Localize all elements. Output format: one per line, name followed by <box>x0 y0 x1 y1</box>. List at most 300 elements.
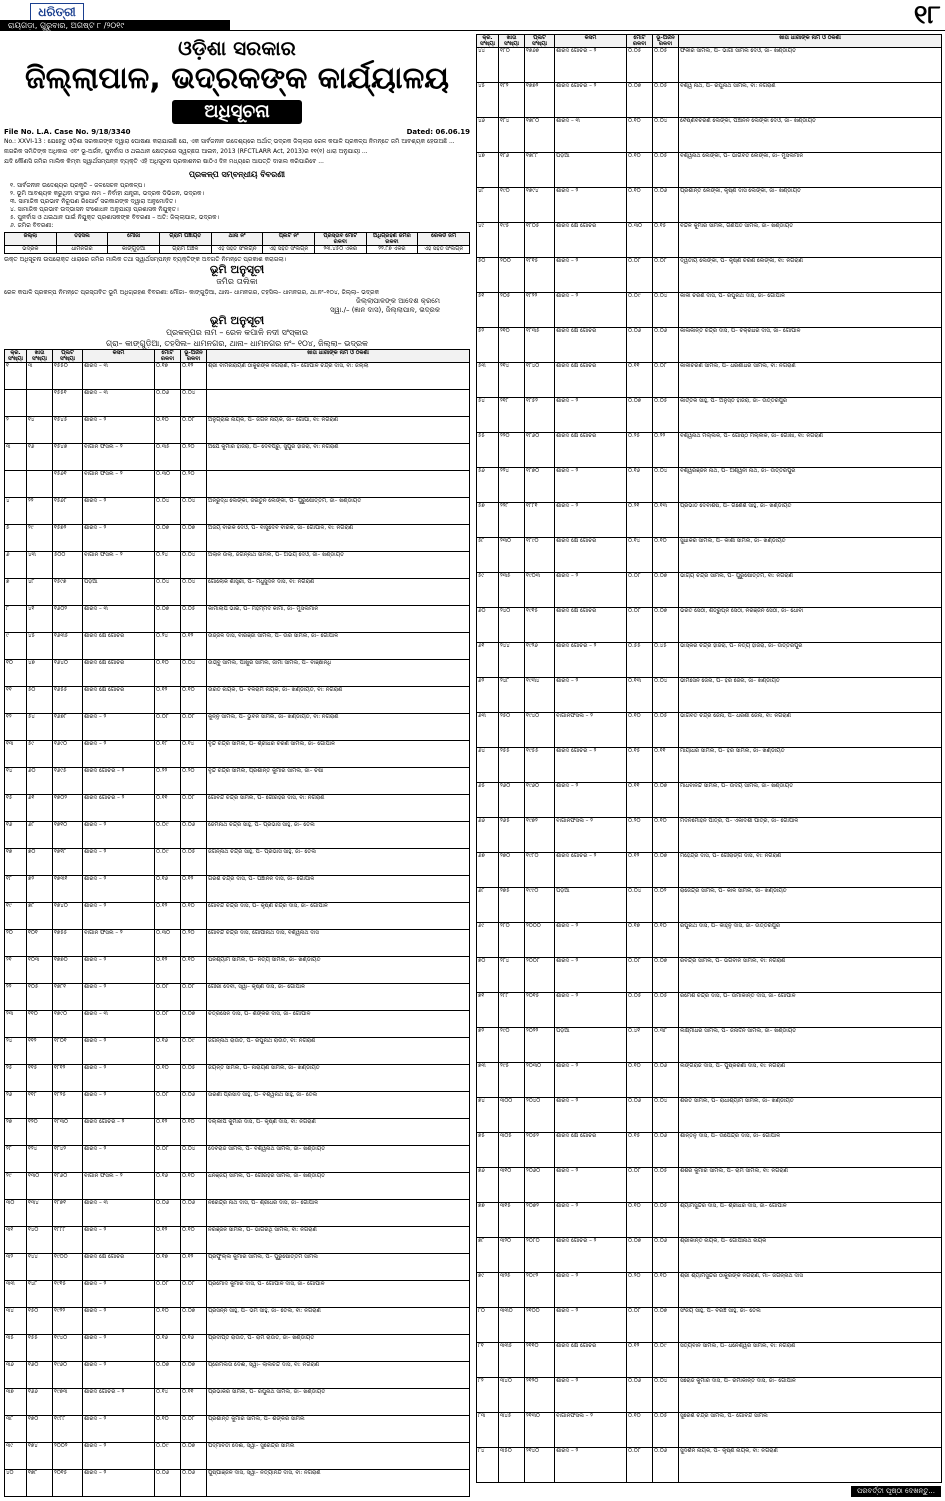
table-cell: ୦.୦୭ <box>653 853 679 888</box>
land-header: ମୌଜା <box>108 233 160 246</box>
table-cell: ୧୬ <box>27 443 53 470</box>
table-cell: ୧୭୫୫ <box>53 929 83 956</box>
table-cell: ୦.୩୫ <box>155 443 181 470</box>
table-cell: ବାଗାନଫସଲ – ୨ <box>555 713 627 748</box>
table-row <box>477 83 942 118</box>
table-row <box>5 1280 470 1307</box>
table-cell: ୧୬୦୨ <box>53 605 83 632</box>
table-row <box>477 1343 942 1378</box>
table-cell: ୫୦ <box>477 258 499 293</box>
table-cell: ଶାରଦ – ୨ <box>555 573 627 608</box>
schedule-header: ଭୂ-ଅର୍ଜନ ରକବା <box>653 35 679 48</box>
table-cell: ବାଗାନ ଫସଲ – ୨ <box>83 929 155 956</box>
schedule-header: ଖାତା ଧାରୀଙ୍କ ନାମ ଓ ଠିକଣା <box>207 349 470 362</box>
table-cell: ୦.୪୫ <box>653 643 679 678</box>
table-cell: ଶାରଦ କ୍ଷେ ଗୋଚର <box>555 363 627 398</box>
table-cell: ୦.୦୫ <box>627 48 653 83</box>
table-row <box>5 1118 470 1145</box>
table-cell: ୭୪ <box>477 1098 499 1133</box>
table-row <box>477 1378 942 1413</box>
table-cell: ୧୭ <box>5 848 27 875</box>
table-cell: ୧୧୮ <box>27 1091 53 1118</box>
land-schedule-table-left <box>4 349 470 1497</box>
table-cell: ୦.୦୫ <box>653 1203 679 1238</box>
table-cell: ୦.୧୬ <box>181 1334 207 1361</box>
table-cell: କୁନ୍ନୁ ସାମଲ, ପି– ଭୁବନ ସାମଲ, ଜା– ଖଣ୍ଡାୟତ, ବା: ନିଗରାଣି <box>207 713 470 740</box>
table-cell: ପ୍ରଶାନ୍ତ କୁମାର ସାମଲ, ପି– ଶଙ୍କର ସାମଲ <box>207 1415 470 1442</box>
table-cell: ଶିଶିର କୁମାର ସାମଲ, ପି– ରାମ ସାମଲ, ବା: ନିଗରାଣି <box>679 1168 942 1203</box>
schedule-project-name: ପ୍ରକଳ୍ପର ନାମ – ରେଳ କପାଳି ନଦୀ ସଂସ୍କାର <box>166 327 308 337</box>
project-point: ୧. ସାର୍ବଜନୀନ ଉଦ୍ଦେଶ୍ୟର ପ୍ରକୃତି – ଜଳସେଚନ ପ୍ରକଳ୍ପ। <box>10 182 145 189</box>
table-cell: ୦.୧୦ <box>155 416 181 443</box>
table-cell: ଶାରଦ – ୩ <box>83 605 155 632</box>
table-cell: ୪୧ <box>27 605 53 632</box>
table-cell: ୬ <box>5 551 27 578</box>
table-cell: ଅଯେ କୁମାର ହାଜରା, ପି– ଦେବିପ୍ରୁ, ସୁପୁରି ହାଜରା, ବା: ନିଗରାଣି <box>207 443 470 470</box>
table-cell: ଶାରଦ – ୨ <box>83 1145 155 1172</box>
table-cell: ୦.୦୮ <box>155 1145 181 1172</box>
table-cell: ୧୮୧୫ <box>525 258 555 293</box>
table-cell: ସରୋଜ କୁମାର ଦାସ, ପି– ରମାକାନ୍ତ ଦାସ, ଜା– ଗୋପାଳ <box>679 1378 942 1413</box>
table-cell: ୧୮୮୮ <box>53 1226 83 1253</box>
table-cell: ୧୩ <box>5 740 27 767</box>
table-cell: ଶାରଦ ଗୋଚର – ୨ <box>555 643 627 678</box>
project-point: ୬. ଜମିର ବିବରଣୀ: <box>10 222 54 229</box>
table-cell: ୬୭ <box>477 853 499 888</box>
table-cell: ୦.୨୨ <box>653 433 679 468</box>
table-cell: ୧ <box>5 362 27 389</box>
table-cell: ୦.୦୬ <box>653 1448 679 1483</box>
table-cell: ୦.୨୦ <box>181 470 207 497</box>
table-cell: ଅନୁଗ୍ରାଇ ନାୟକ, ପି– ଜଗିନ ନାୟକ, ଜା– ଗୋପା, ବା: ନିଗରାଣି <box>207 416 470 443</box>
table-cell: ୦.୦୫ <box>653 153 679 188</box>
table-cell: ୩୯ <box>5 1442 27 1469</box>
table-row <box>5 416 470 443</box>
table-cell: ୨୦୭୨ <box>525 1203 555 1238</box>
table-cell: ୦.୦୨ <box>653 888 679 923</box>
table-cell: ୫୭ <box>477 503 499 538</box>
table-row <box>477 1448 942 1483</box>
table-cell: ୧୮୦୧ <box>53 1037 83 1064</box>
table-cell: ୦.୧୬ <box>627 468 653 503</box>
table-cell: ଭାଗବତ ଚନ୍ଦ୍ର ଜେନା, ପି– ଧରଣୀ ଜେନା, ବା: ନିଗରାଣି <box>679 713 942 748</box>
table-cell: ୦.୧୦ <box>627 713 653 748</box>
table-cell: ଶାରଦ – ୨ <box>83 1064 155 1091</box>
schedule-header: ପ୍ଲଟ ସଂଖ୍ୟା <box>525 35 555 48</box>
table-cell: ୧୬୪୦ <box>53 659 83 686</box>
table-row <box>5 983 470 1010</box>
table-cell: ପ୍ରେମଲତା ଦେଈ, ସ୍ୱା– ଲାଲଚନ୍ଦ ଦାସ, ବା: ନିଗରାଣି <box>207 1361 470 1388</box>
table-cell: ୦.୦୪ <box>653 1378 679 1413</box>
table-cell: ୦.୧୦ <box>181 1226 207 1253</box>
land-cell: ୨୩.୪୫୦ ଏକର <box>314 246 366 254</box>
table-cell: ୧୩୦ <box>27 1172 53 1199</box>
table-row <box>477 958 942 993</box>
table-cell: ଶାରଦ – ୨ <box>555 783 627 818</box>
table-cell: ୧୫୬୧ <box>53 470 83 497</box>
table-cell: ୬୧ <box>477 643 499 678</box>
table-row <box>5 1037 470 1064</box>
table-cell: ୨୯ <box>27 524 53 551</box>
table-cell: ଶାରଦ ଗୋଚର – ୨ <box>555 853 627 888</box>
table-cell: ୧୮୦୫ <box>525 223 555 258</box>
table-cell: ରଘୁନାଥ ଦାସ, ପି– କାହ୍ନୁ ଦାସ, ଜା– ଉତ୍ତରପୁର <box>679 923 942 958</box>
table-cell: ଶାରଦ – ୨ <box>83 1361 155 1388</box>
table-cell: ଶାରଦ – ୨ <box>83 1226 155 1253</box>
table-cell: ୦.୧୫ <box>627 748 653 783</box>
table-cell: ୦.୩୦ <box>155 929 181 956</box>
table-cell: ୧୯୧୫ <box>53 1280 83 1307</box>
table-cell: ଶାରଦ – ୨ <box>555 1378 627 1413</box>
table-cell: ୩୬ <box>5 1361 27 1388</box>
table-cell: ୦.୦୮ <box>181 983 207 1010</box>
land-cell: ଭଦ୍ରକ <box>5 246 57 254</box>
table-cell: ୦.୦୮ <box>653 363 679 398</box>
table-cell: ୧୪୦ <box>27 1226 53 1253</box>
table-cell: ୨୨ <box>27 497 53 524</box>
table-cell: ୦.୦୭ <box>181 1307 207 1334</box>
table-row <box>5 794 470 821</box>
table-cell: ୨୦୯୨ <box>525 1273 555 1308</box>
table-cell: ୮ <box>5 605 27 632</box>
table-cell: ୦.୦୯ <box>155 1442 181 1469</box>
table-cell: ୧୯୫୫ <box>525 748 555 783</box>
table-cell: ୯ <box>5 632 27 659</box>
table-cell: ୦.୦୮ <box>181 794 207 821</box>
table-cell: ୦.୦୭ <box>653 1308 679 1343</box>
table-cell: ୧୭୪୦ <box>53 902 83 929</box>
table-cell: ୧୮୪ <box>499 118 525 153</box>
table-cell: ୩୭ <box>5 1388 27 1415</box>
table-cell: ୦.୦୭ <box>155 524 181 551</box>
table-cell: ୨୧୪୦ <box>525 1448 555 1483</box>
table-cell: ୦.୧୩ <box>653 503 679 538</box>
table-cell: ଶାରଦ କ୍ଷେ ଗୋଚର <box>555 608 627 643</box>
table-cell: ୧୯୮୮ <box>53 1415 83 1442</box>
table-cell: ୧୬୫୫ <box>53 686 83 713</box>
table-row <box>477 1098 942 1133</box>
table-cell: ୬୦ <box>27 767 53 794</box>
table-cell: ୦.୧୭ <box>155 1253 181 1280</box>
table-cell: ଶାରଦ ଗୋଚର – ୨ <box>83 794 155 821</box>
table-row <box>5 713 470 740</box>
table-cell <box>27 470 53 497</box>
table-cell: ୦.୦୮ <box>627 1448 653 1483</box>
table-row <box>477 328 942 363</box>
table-row <box>5 1334 470 1361</box>
table-cell: ୧୦୧ <box>27 929 53 956</box>
table-cell: ପଡ଼ିଆ <box>555 888 627 923</box>
table-cell: ୭୨ <box>477 1028 499 1063</box>
table-cell: ୬୫ <box>477 783 499 818</box>
table-cell: ଶାରଦ – ୨ <box>555 503 627 538</box>
table-cell: ଜଗନ୍ନାଥ ରାଉତ, ପି– ରଘୁନାଥ ରାଉତ, ବା: ନିଗରାଣି <box>207 1037 470 1064</box>
land-cell: ଗ୍ରାମ ଅଞ୍ଚଳ <box>159 246 211 254</box>
table-cell: ଶାନ୍ତନୁ ଦାସ, ପି– ଉପେନ୍ଦ୍ର ଦାସ, ଜା– ଗୋପାଳ <box>679 1133 942 1168</box>
table-cell: ୦.୦୯ <box>653 1343 679 1378</box>
table-cell: ଶାରଦ – ୨ <box>555 923 627 958</box>
table-row <box>5 1442 470 1469</box>
table-cell: ୨୮୮ <box>499 993 525 1028</box>
table-cell: ଶାରଦ ଗୋଚର – ୨ <box>83 767 155 794</box>
table-cell: ୧୦୩ <box>27 956 53 983</box>
table-cell: ୦.୦୮ <box>155 713 181 740</box>
table-cell: ୩୪ <box>5 1307 27 1334</box>
table-cell: ୦.୧୦ <box>627 188 653 223</box>
table-row <box>477 48 942 83</box>
table-cell: ୦.୦୪ <box>155 578 181 605</box>
table-row <box>477 118 942 153</box>
table-cell: ୦.୦୫ <box>653 993 679 1028</box>
table-cell: ୨୬୫ <box>499 818 525 853</box>
table-row <box>477 818 942 853</box>
file-line <box>4 128 470 136</box>
table-cell: ୦.୦୬ <box>155 1469 181 1496</box>
table-cell: ୦.୨୨ <box>155 767 181 794</box>
table-row <box>5 848 470 875</box>
table-cell: ୦.୦୫ <box>653 48 679 83</box>
table-cell: ଶାରଦ – ୨ <box>555 1063 627 1098</box>
table-cell: ୧୯୭୩ <box>53 1388 83 1415</box>
table-cell: ୦.୦୪ <box>627 888 653 923</box>
table-cell: ଜେମିନାଥ ଚନ୍ଦ୍ର ସାହୁ, ପି– ପ୍ରଭାସ ସାହୁ, ଜା– ତେଲି <box>207 821 470 848</box>
table-cell: ଶାରଦ କ୍ଷେ ଗୋଚର <box>555 1133 627 1168</box>
table-cell: ୦.୦୫ <box>627 993 653 1028</box>
table-cell: ୧୪ <box>27 416 53 443</box>
table-cell: ୦.୧୨ <box>181 632 207 659</box>
table-cell: ୦.୦୭ <box>627 398 653 433</box>
table-cell: ୧୫୫୦ <box>53 362 83 389</box>
table-row <box>5 929 470 956</box>
table-cell: ୦.୧୦ <box>627 118 653 153</box>
table-cell: ୦.୦୭ <box>653 608 679 643</box>
table-cell: ଶରତ ସାମଲ, ପି– ରାଧାଶ୍ୟାମ ସାମଲ, ଜା– ଖଣ୍ଡାୟତ <box>679 1098 942 1133</box>
table-cell: ୧୮୭୧ <box>53 1199 83 1226</box>
table-row <box>477 748 942 783</box>
table-cell: ୩୧୫ <box>499 1203 525 1238</box>
table-cell: ୧୯୦୦ <box>53 1253 83 1280</box>
land-cell: ଏହି ସହିତ ସଂଲଗ୍ନ <box>263 246 315 254</box>
table-cell: ୦.୦୮ <box>627 1308 653 1343</box>
table-cell: କାଳୀ ଚରଣ ଦାସ, ପି– ରଘୁନାଥ ଦାସ, ଜା– ଗୋପାଳ <box>679 293 942 328</box>
table-cell: କାମାଲାପ ଭାଇ, ପି– ମହମ୍ମଦ କାମା, ଜା– ମୁସଲମାନ <box>207 605 470 632</box>
table-cell: ଭୀମସେନ ଜେନା, ପି– ହରି ଜେନା, ଜା– ଖଣ୍ଡାୟତ <box>679 678 942 713</box>
table-cell: ୧୮୬ <box>499 153 525 188</box>
table-cell: ୩ <box>5 443 27 470</box>
table-cell: କାର୍ତ୍ତିକ ସାହୁ, ପି– ଅନୁସ୍ତ ହାଜରା, ଜା– ଉତ୍ତରପୁର <box>679 398 942 433</box>
table-cell: ୦.୦୮ <box>627 608 653 643</box>
table-cell: ୮୦ <box>477 1308 499 1343</box>
table-cell: ଶାରଦ – ୨ <box>555 468 627 503</box>
notice-paragraph-1: No.: XXVI-13 : ଯେହେତୁ ଓଡ଼ିଶା ସରକାରଙ୍କ ଦ୍ୱାରା ଘୋଷଣା କରାଯାଇଛି ଯେ, ଏକ ସାର୍ବଜନୀନ ଉଦ୍ଦେଶ୍ୟରେ ଅର୍ଥାତ୍ ଭଦ୍ରକ ଜିଲ୍ଲାର ରେଳ କପାଳି ପ୍ରକଳ୍ପ ନିମନ୍ତେ ଜମି ଆବଶ୍ୟକ ହେଉଅଛି ... <box>4 138 455 145</box>
table-cell: ଶାରଦ – ୨ <box>83 848 155 875</box>
table-cell: ୪୮ <box>27 578 53 605</box>
table-cell: ୦.୧୬ <box>155 875 181 902</box>
table-cell: ୦.୫୫ <box>627 643 653 678</box>
table-row <box>477 713 942 748</box>
table-cell: ୧୬ <box>5 821 27 848</box>
table-cell: ୬୮ <box>27 821 53 848</box>
schedule-header: ଖାତା ସଂଖ୍ୟା <box>27 349 53 362</box>
table-row <box>477 1133 942 1168</box>
table-cell: ୨୨ <box>5 983 27 1010</box>
table-row <box>5 956 470 983</box>
table-cell: ୫୨ <box>477 328 499 363</box>
table-cell: ଶାରଦ – ୨ <box>83 1469 155 1496</box>
table-cell: ୧୮୧୨ <box>53 1064 83 1091</box>
table-cell: ପଦ୍ମାବତୀ ଦେଈ, ସ୍ୱା– ସୁରେନ୍ଦ୍ର ସାମଲ <box>207 1442 470 1469</box>
notice-paragraph-2: ନାଗରିକ ସମିତିଙ୍କ ଅଧିକାର ଏବଂ ଭୂ-ଅର୍ଜନ, ପୁନର୍ବାସ ଓ ଥଇଥାନ କ୍ଷେତ୍ରରେ ସ୍ୱଚ୍ଛତା ଆଇନ, 2013 (RFCTLARR Act, 2013)ର ୧୧(୧) ଧାରା ଅନୁଯାୟୀ ... <box>4 148 368 155</box>
table-row <box>5 1145 470 1172</box>
table-cell: ୦.୨୦ <box>181 929 207 956</box>
table-cell: ୧୫୫୧ <box>53 389 83 416</box>
table-cell: ୦.୨୦ <box>627 1273 653 1308</box>
table-cell: ୦.୧୨ <box>181 1253 207 1280</box>
table-cell: ୦.୧୨ <box>627 1343 653 1378</box>
table-cell: ୦.୧୧ <box>155 794 181 821</box>
table-cell: ୩୫୦ <box>499 1448 525 1483</box>
table-cell: ଶାରଦ କ୍ଷେ ଗୋଚର <box>555 538 627 573</box>
table-cell: ୫୯ <box>27 740 53 767</box>
table-cell: ୨୦୦୨ <box>53 1442 83 1469</box>
table-cell: ଶାରଦ – ୩ <box>83 362 155 389</box>
table-row <box>477 608 942 643</box>
table-row <box>5 1388 470 1415</box>
table-cell: ୦.୩୮ <box>653 1028 679 1063</box>
table-cell: ୨୮୪ <box>499 958 525 993</box>
table-cell: ୫୧ <box>477 293 499 328</box>
table-cell: ଶାରଦ – ୨ <box>555 1308 627 1343</box>
office-title: ଜିଲ୍ଲାପାଳ, ଭଦ୍ରକଙ୍କ କାର୍ଯ୍ୟାଳୟ <box>24 61 450 96</box>
table-cell: ଗୌରୀ ଦେବୀ, ସ୍ୱା– କୃଷ୍ଣ ଦାସ, ଜା– ଗୋପାଳ <box>207 983 470 1010</box>
table-cell: ୦.୧୨ <box>155 1226 181 1253</box>
project-point: ୪. ସାମାଜିକ ପ୍ରଭାବ ଉଦ୍ଭାସନ ସଂଶୋଧନ ଅନୁଯାୟୀ ପ୍ରଶାସକ ନିଯୁକ୍ତ। <box>10 206 179 213</box>
table-cell: ଶାରଦ – ୨ <box>83 1280 155 1307</box>
table-cell: ୦.୧୭ <box>627 923 653 958</box>
table-cell: ୦.୦୭ <box>627 1238 653 1273</box>
table-cell: ଶାରଦ କ୍ଷେ ଗୋଚର <box>555 433 627 468</box>
project-details-heading: ପ୍ରକଳ୍ପ ସମ୍ବନ୍ଧୀୟ ବିବରଣୀ <box>189 170 285 179</box>
newspaper-logo: ଧରିତ୍ରୀ <box>30 3 84 21</box>
table-cell: ୧୫୬୮ <box>53 497 83 524</box>
table-cell: ୦.୨୦ <box>181 767 207 794</box>
table-cell: ସତ୍ୟବାନ ସାମଲ, ପି– ଧନେଶ୍ୱର ସାମଲ, ବା: ନିଗରାଣି <box>679 1343 942 1378</box>
table-cell: ୭୦ <box>27 848 53 875</box>
table-row <box>477 993 942 1028</box>
table-cell: ୦.୦୮ <box>155 983 181 1010</box>
table-cell: ବାଗାନଫସଲ – ୨ <box>555 1413 627 1448</box>
table-cell: ଶାରଦ – ୨ <box>83 713 155 740</box>
schedule-description: ରେଳ କପାଳି ପ୍ରକଳ୍ପ ନିମନ୍ତେ ପ୍ରସ୍ତାବିତ ଭୂମି ଅଧିଗ୍ରହଣ ବିବରଣୀ: ମୌଜା– କାଙ୍ଗୁଡ଼ିଆ, ଥାନା– ଧାମନଗର, ତହସିଲ– ଧାମନଗର, ଥା.ନଂ–୧୦୪, ଜିଲ୍ଲା– ଭଦ୍ରକ <box>4 288 379 296</box>
table-cell: ୦.୦୬ <box>155 1199 181 1226</box>
table-cell: ୧୬୭୮ <box>53 713 83 740</box>
table-cell: ୧୯୬୦ <box>53 1361 83 1388</box>
table-cell: ୧୯୪୦ <box>53 1334 83 1361</box>
table-cell: ୦.୧୦ <box>627 153 653 188</box>
table-cell: ମାଧବାନନ୍ଦ ସାମଲ, ପି– ଉଦୟ ସାମଲ, ଜା– ଖଣ୍ଡାୟତ <box>679 783 942 818</box>
table-row <box>477 1203 942 1238</box>
table-row <box>477 923 942 958</box>
table-cell: ୦.୦୭ <box>181 524 207 551</box>
table-cell: ୪ <box>5 497 27 524</box>
table-cell: ୩୪୫ <box>499 1413 525 1448</box>
table-cell: ୧୫୪୫ <box>53 416 83 443</box>
table-cell: ୨୧୮ <box>499 398 525 433</box>
table-cell: ଶାରଦ – ୨ <box>83 875 155 902</box>
table-cell: ଦେବରାଜ ସାମଲ, ପି– ବିଶ୍ୱନାଥ ସାମଲ, ଜା– ଖଣ୍ଡାୟତ <box>207 1145 470 1172</box>
table-cell: ୦.୧୪ <box>155 1388 181 1415</box>
table-cell: ପଡ଼ିଆ <box>555 153 627 188</box>
table-cell: ଉର୍ଭ୍ବୁ ସାମଲ, ପାଖୁରି ସାମଲ, ଜାମା ସାମଲ, ପି– ବାଞ୍ଛାନିଧି <box>207 659 470 686</box>
table-cell: ୦.୦୭ <box>181 1442 207 1469</box>
table-cell: ପ୍ରମୋଦ କୁମାର ଦାସ, ପି– ଗୋପାଳ ଦାସ, ଜା– ଗୋପାଳ <box>207 1280 470 1307</box>
table-cell: ବୈଷ୍ଣବଚରଣ ଲେଙ୍କା, ପଞ୍ଚାନନ ଲେଙ୍କା ଦେଓ, ଜା– ଖଣ୍ଡାୟତ <box>679 118 942 153</box>
table-cell: ଶାରଦ ଗୋଚର – ୨ <box>83 1388 155 1415</box>
notice-paragraph-3: ଯଦି କୌଣସି ଜମିର ମାଲିକ କିମ୍ବା ସ୍ୱାର୍ଥସମ୍ପନ୍ନ ବ୍ୟକ୍ତି ଏହି ଅଧିସୂଚନା ପ୍ରକାଶନର ଷାଠିଏ ଦିନ ମଧ୍ୟରେ ଆପତ୍ତି ଦାଖଲ କରିପାରିବେ ... <box>4 158 324 165</box>
table-cell: କାଳାକାନ୍ତ ଚନ୍ଦ୍ର ଦାସ, ପି– ଚକ୍ରଧର ଦାସ, ଜା– ଗୋପାଳ <box>679 328 942 363</box>
table-cell: ୦.୧୩ <box>627 678 653 713</box>
table-cell: ୨୩ <box>5 1010 27 1037</box>
table-cell: ୦.୧୦ <box>627 1413 653 1448</box>
dated: Dated: 06.06.19 <box>406 128 470 136</box>
table-cell: ୭୩ <box>477 1063 499 1098</box>
table-cell: ୦.୦୭ <box>653 783 679 818</box>
table-cell: ୫୦୦ <box>53 551 83 578</box>
table-cell <box>207 389 470 416</box>
table-cell: ମଦନମୋହନ ପାତ୍ର, ପି– ଏକାଦଶୀ ପାତ୍ର, ଜା– ଗୋପାଳ <box>679 818 942 853</box>
table-cell: ୦.୦୮ <box>155 1091 181 1118</box>
table-cell: ୨୪୪ <box>499 643 525 678</box>
table-cell: ୫ <box>5 524 27 551</box>
table-cell: ଶାରଦ କ୍ଷେ ଗୋଚର <box>555 1343 627 1378</box>
table-cell: ୨୦୧୫ <box>53 1469 83 1496</box>
table-cell: ୦.୦୪ <box>181 578 207 605</box>
table-row <box>5 1253 470 1280</box>
table-cell: ୦.୧୦ <box>653 538 679 573</box>
table-cell: ୪୫ <box>477 83 499 118</box>
table-cell: ଶାରଦ କ୍ଷେ ଗୋଚର <box>83 659 155 686</box>
table-cell: ଶାରଦ ଗୋଚର – ୨ <box>555 83 627 118</box>
table-row <box>477 223 942 258</box>
table-cell: ୨୫୦ <box>499 713 525 748</box>
table-cell: ୨୮୦ <box>499 923 525 958</box>
table-cell: ଶାରଦ – ୩ <box>83 1010 155 1037</box>
table-row <box>477 1308 942 1343</box>
table-cell: ୩୮ <box>5 1415 27 1442</box>
table-cell: ୦.୦୮ <box>627 573 653 608</box>
table-cell: ଶାରଦ – ୨ <box>555 678 627 713</box>
table-cell: ଶାରଦ – ୨ <box>555 993 627 1028</box>
table-cell: ଶ୍ରୀକାନ୍ତ ନାୟକ, ପି– ଗୋପୀନାଥ ନାୟକ <box>679 1238 942 1273</box>
schedule-title-2: ଭୂମି ଅନୁସୂଚୀ <box>209 313 265 327</box>
table-cell: ୦.୦୮ <box>155 1010 181 1037</box>
table-cell: ଦ୍ୱିତୀୟ ଲେଙ୍କା, ପି– କୃଷ୍ଣ ଚରଣ ଲେଙ୍କା, ବା: ନିଗରାଣି <box>679 258 942 293</box>
table-cell: ୦.୦୭ <box>653 958 679 993</box>
table-cell: ୭୫ <box>477 1133 499 1168</box>
schedule-header: ଖାତା ସଂଖ୍ୟା <box>499 35 525 48</box>
table-cell: ଶାରଦ – ୨ <box>83 524 155 551</box>
table-row <box>477 1413 942 1448</box>
table-cell: ୧୬୯୦ <box>53 740 83 767</box>
table-cell: ୩୨୫ <box>499 1273 525 1308</box>
table-cell: ୧୭୮୦ <box>525 118 555 153</box>
table-cell: ସୁଧାକର ସାମଲ, ପି– କାଶୀ ସାମଲ, ଜା– ଖଣ୍ଡାୟତ <box>679 538 942 573</box>
table-cell: ୪୩ <box>27 551 53 578</box>
table-cell: ୧୯୪୦ <box>525 713 555 748</box>
schedule-heading <box>4 264 470 287</box>
table-cell: ୨୧୩୦ <box>525 1413 555 1448</box>
table-cell: ୨୨୪ <box>499 468 525 503</box>
